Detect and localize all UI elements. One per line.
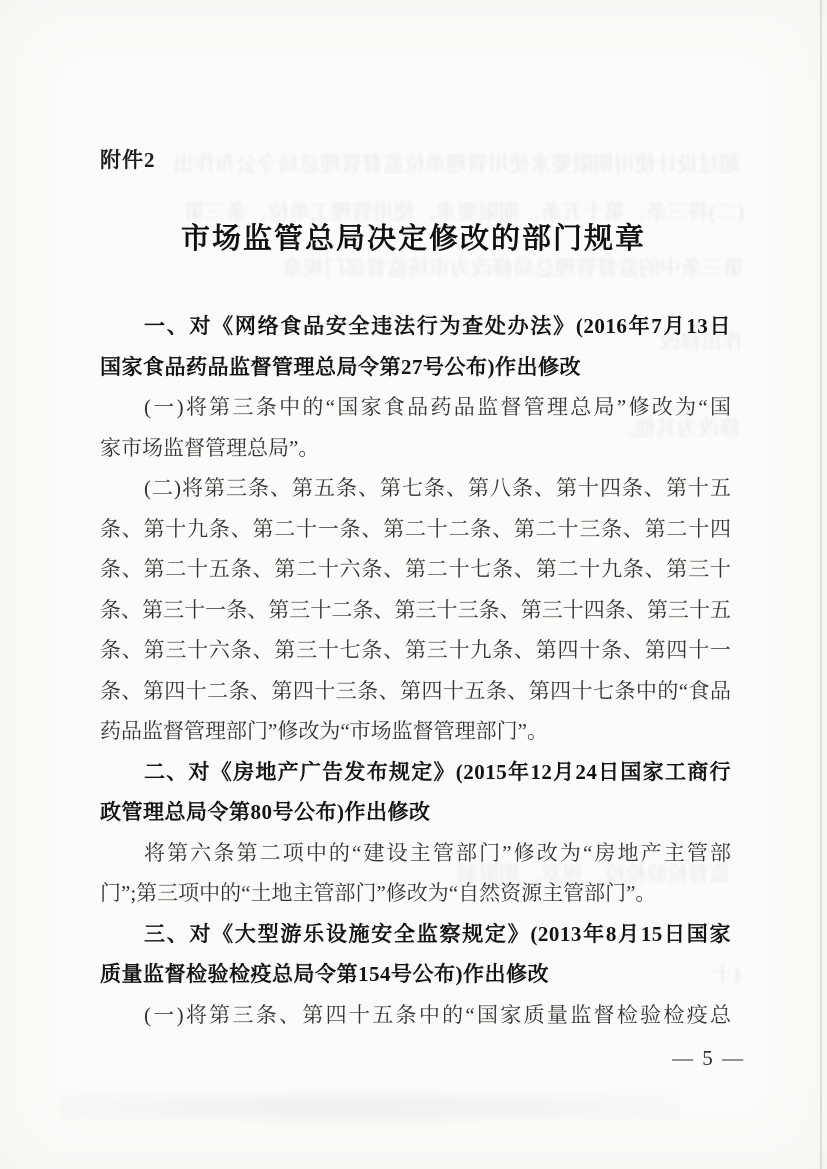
page-number: — 5 — [672,1046,745,1070]
bleedthrough-text: 作出修改 [659,330,743,354]
bleedthrough-text: 第三条中的监督管理总局修改为市场监督部门规章 [282,256,744,280]
doc-line: 国家食品药品监督管理总局令第27号公布)作出修改 [100,354,581,379]
doc-line: 三、对《大型游乐设施安全监察规定》(2013年8月15日国家 [144,921,731,946]
bleedthrough-text: 超过设计使用期限要求使用管理单位监督管理总局令公布作出 [173,152,740,176]
doc-line: 门”;第三项中的“土地主管部门”修改为“自然资源主管部门”。 [100,881,657,905]
doc-line: 家市场监督管理总局”。 [100,435,320,460]
document-title: 市场监管总局决定修改的部门规章 [180,223,646,255]
doc-line: 二、对《房地产广告发布规定》(2015年12月24日国家工商行 [144,759,731,784]
doc-line: 条、第四十二条、第四十三条、第四十五条、第四十七条中的“食品 [100,678,731,703]
doc-line: (二)将第三条、第五条、第七条、第八条、第十四条、第十五 [144,476,731,500]
doc-line: 将第六条第二项中的“建设主管部门”修改为“房地产主管部 [144,840,731,865]
scan-smudge [60,1082,680,1132]
bleedthrough-text: 修改为其他。 [614,416,740,440]
doc-line: 质量监督检验检疫总局令第154号公布)作出修改 [100,962,549,986]
doc-line: 药品监督管理部门”修改为“市场监督管理部门”。 [100,719,548,743]
doc-line: (一)将第三条、第四十五条中的“国家质量监督检验检疫总 [144,1002,731,1027]
doc-line: 条、第十九条、第二十一条、第二十二条、第二十三条、第二十四 [100,516,731,541]
doc-line: 条、第三十六条、第三十七条、第三十九条、第四十条、第四十一 [100,638,731,662]
doc-line: 一、对《网络食品安全违法行为查处办法》(2016年7月13日 [144,314,731,338]
doc-line: 条、第三十一条、第三十二条、第三十三条、第三十四条、第三十五 [100,597,731,622]
scan-edge-line [820,0,822,1169]
doc-line: (一)将第三条中的“国家食品药品监督管理总局”修改为“国 [144,395,731,419]
bleedthrough-text: (二)将三条、第十五条、期限要求、使用管理工单位、条三第 [184,200,744,224]
document-body [100,306,731,1035]
bleedthrough-text: (十 [712,962,740,986]
attachment-label: 附件2 [100,148,156,172]
doc-line: 政管理总局令第80号公布)作出修改 [100,800,431,824]
doc-line: 条、第二十五条、第二十六条、第二十七条、第二十九条、第三十 [100,557,731,581]
bleedthrough-text: 监督检验检疫、规章、期限制 [457,862,730,886]
